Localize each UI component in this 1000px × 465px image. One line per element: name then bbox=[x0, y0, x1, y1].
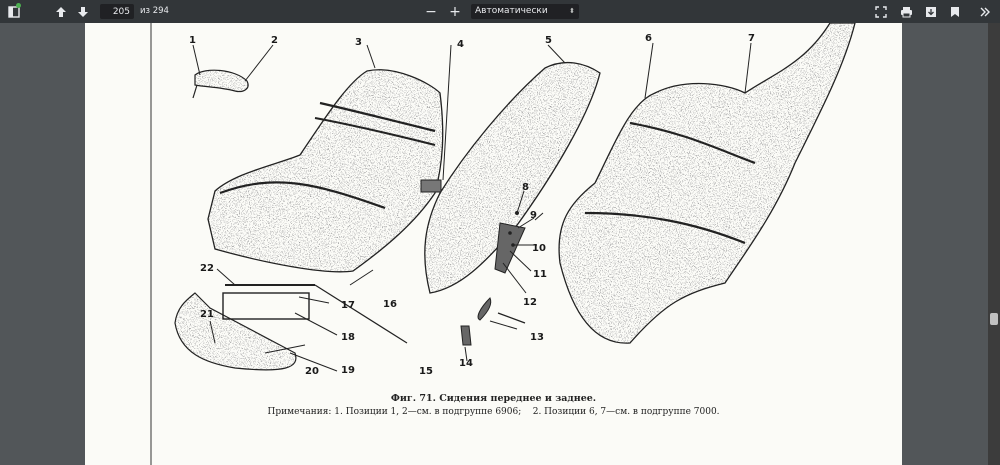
callout-10: 10 bbox=[532, 243, 546, 254]
pdf-toolbar bbox=[0, 0, 1000, 23]
page-number-input[interactable] bbox=[100, 4, 134, 19]
zoom-select[interactable] bbox=[471, 4, 579, 19]
download-icon[interactable] bbox=[922, 0, 940, 23]
document-viewer[interactable] bbox=[0, 23, 1000, 465]
seat-cushion bbox=[208, 70, 443, 272]
chevron-updown-icon: ⬍ bbox=[569, 7, 575, 15]
scrollbar-thumb[interactable] bbox=[990, 313, 998, 325]
figure-note: Примечания: 1. Позиции 1, 2—см. в подгруппе 6906; 2. Позиции 6, 7—см. в подгруппе 7000. bbox=[267, 407, 720, 417]
vertical-scrollbar[interactable] bbox=[988, 23, 1000, 465]
rear-seat bbox=[559, 23, 855, 343]
zoom-out-button[interactable]: − bbox=[425, 3, 437, 20]
more-actions-icon[interactable] bbox=[976, 0, 994, 23]
notification-dot bbox=[16, 3, 21, 8]
callout-12: 12 bbox=[523, 297, 537, 308]
callout-11: 11 bbox=[533, 269, 547, 280]
callout-1: 1 bbox=[189, 35, 196, 46]
armrest-part bbox=[193, 70, 248, 98]
callout-19: 19 bbox=[341, 365, 355, 376]
callout-5: 5 bbox=[545, 35, 552, 46]
callout-7: 7 bbox=[748, 33, 755, 44]
callout-17: 17 bbox=[341, 300, 355, 311]
callout-18: 18 bbox=[341, 332, 355, 343]
seat-frame bbox=[175, 285, 407, 370]
callout-21: 21 bbox=[200, 309, 214, 320]
callout-8: 8 bbox=[522, 182, 529, 193]
callout-9: 9 bbox=[530, 210, 537, 221]
callout-13: 13 bbox=[530, 332, 544, 343]
callout-20: 20 bbox=[305, 366, 319, 377]
next-page-icon[interactable] bbox=[74, 0, 92, 23]
fullscreen-icon[interactable] bbox=[872, 0, 890, 23]
zoom-in-button[interactable]: + bbox=[449, 3, 461, 20]
callout-6: 6 bbox=[645, 33, 652, 44]
callout-4: 4 bbox=[457, 39, 464, 50]
pdf-page bbox=[85, 23, 902, 465]
print-icon[interactable] bbox=[897, 0, 915, 23]
callout-3: 3 bbox=[355, 37, 362, 48]
callout-2: 2 bbox=[271, 35, 278, 46]
zoom-select-value: Автоматически bbox=[475, 6, 548, 16]
bookmark-icon[interactable] bbox=[946, 0, 964, 23]
callout-22: 22 bbox=[200, 263, 214, 274]
page-total-label: из 294 bbox=[140, 6, 169, 16]
figure-caption: Фиг. 71. Сидения переднее и заднее. bbox=[390, 393, 597, 404]
callout-15: 15 bbox=[419, 366, 433, 377]
callout-16: 16 bbox=[383, 299, 397, 310]
callout-14: 14 bbox=[459, 358, 473, 369]
previous-page-icon[interactable] bbox=[52, 0, 70, 23]
